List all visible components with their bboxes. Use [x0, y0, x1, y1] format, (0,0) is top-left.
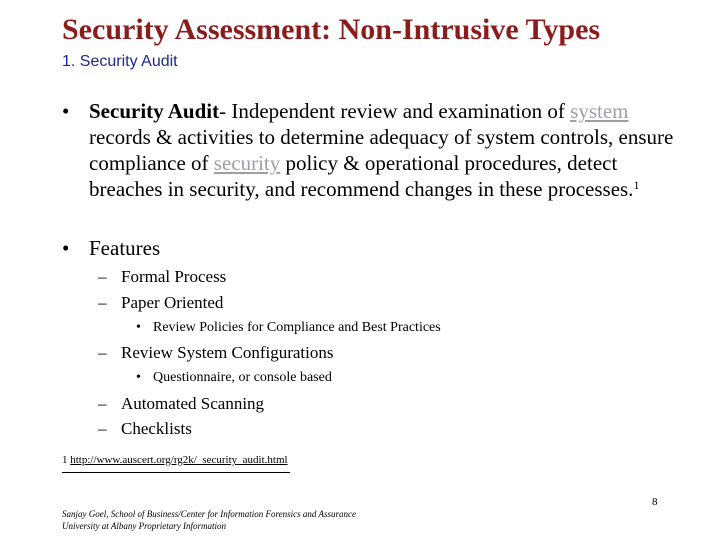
footnote — [62, 453, 288, 467]
bullet-text: Features — [89, 236, 161, 260]
slide-footer — [62, 508, 356, 532]
bullet-marker: • — [136, 370, 141, 385]
feature-text: Review System Configurations — [121, 343, 334, 362]
bullet-text — [89, 98, 689, 202]
definition-text: records & activities to determine adequacy of system controls, ensure compliance of — [89, 125, 674, 175]
bullet-marker: • — [136, 320, 141, 335]
sub-item-text: Questionnaire, or console based — [153, 370, 332, 385]
footer-line: University at Albany Proprietary Information — [62, 521, 226, 531]
feature-text: Checklists — [121, 419, 192, 438]
bullet-marker: • — [62, 236, 70, 260]
definition-text: - Independent review and examination of — [219, 99, 571, 123]
slide-subtitle: 1. Security Audit — [62, 53, 178, 70]
sub-item-text: Review Policies for Compliance and Best Practices — [153, 320, 441, 335]
dash-marker: – — [98, 394, 107, 413]
page-number: 8 — [652, 496, 658, 508]
footnote-divider — [62, 472, 290, 473]
dash-marker: – — [98, 267, 107, 286]
feature-text: Paper Oriented — [121, 293, 224, 312]
dash-marker: – — [98, 343, 107, 362]
link-security[interactable]: security — [213, 151, 281, 175]
footnote-link[interactable]: http://www.auscert.org/rg2k/_security_audit.html — [70, 454, 288, 466]
link-system[interactable]: system — [570, 99, 629, 123]
feature-text: Formal Process — [121, 267, 227, 286]
feature-text: Automated Scanning — [121, 394, 265, 413]
definition-text: policy & operational procedures, detect breaches in security, and recommend changes in these processes. — [89, 151, 634, 201]
footnote-ref: 1 — [633, 178, 640, 192]
footnote-number: 1 — [62, 454, 68, 466]
dash-marker: – — [98, 419, 107, 438]
term-security-audit: Security Audit — [89, 99, 220, 123]
dash-marker: – — [98, 293, 107, 312]
footer-line: Sanjay Goel, School of Business/Center for Information Forensics and Assurance — [62, 509, 356, 519]
slide-title: Security Assessment: Non-Intrusive Types — [62, 13, 601, 46]
bullet-marker: • — [62, 99, 70, 123]
